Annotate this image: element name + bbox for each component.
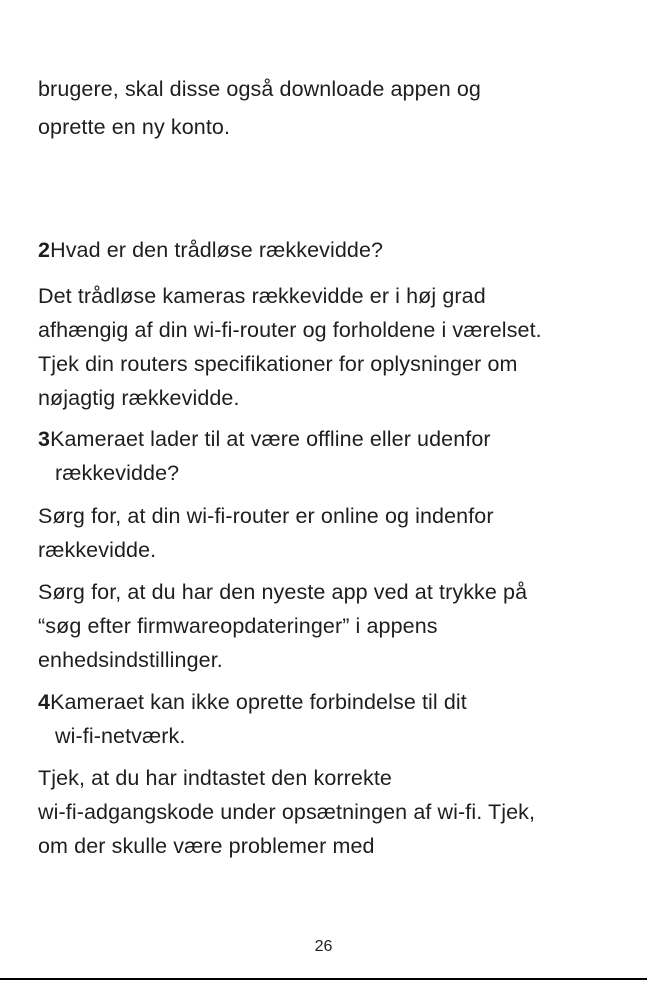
question-3-heading-line-2: rækkevidde? [55,461,180,485]
answer-4-line-2: wi-fi-adgangskode under opsætningen af wi-fi. Tjek, [38,800,536,824]
question-text: Kameraet kan ikke oprette forbindelse til dit [50,690,467,714]
answer-2-line-3: Tjek din routers specifikationer for oplysninger om [38,352,518,376]
answer-3b-line-3: enhedsindstillinger. [38,648,223,672]
question-text: Hvad er den trådløse rækkevidde? [50,238,384,262]
question-number: 4 [38,690,51,714]
answer-2-line-1: Det trådløse kameras rækkevidde er i høj grad [38,284,486,308]
answer-3a-line-2: rækkevidde. [38,538,157,562]
answer-3b-line-2: “søg efter firmwareopdateringer” i appens [38,614,438,638]
question-4-heading-line-2: wi-fi-netværk. [55,724,186,748]
bottom-rule [0,978,647,980]
answer-3b-line-1: Sørg for, at du har den nyeste app ved at trykke på [38,580,528,604]
question-4-heading [38,688,467,716]
question-number: 2 [38,238,51,262]
answer-2-line-4: nøjagtig rækkevidde. [38,386,240,410]
page-number: 26 [314,938,333,955]
intro-line-2: oprette en ny konto. [38,115,231,139]
answer-4-line-3: om der skulle være problemer med [38,834,375,858]
answer-3a-line-1: Sørg for, at din wi-fi-router er online og indenfor [38,504,494,528]
answer-4-line-1: Tjek, at du har indtastet den korrekte [38,766,392,790]
question-number: 3 [38,427,51,451]
question-text: Kameraet lader til at være offline eller udenfor [50,427,491,451]
question-3-heading [38,425,491,453]
intro-line-1: brugere, skal disse også downloade appen og [38,77,481,101]
answer-2-line-2: afhængig af din wi-fi-router og forholdene i værelset. [38,318,542,342]
question-2-heading [38,236,383,264]
